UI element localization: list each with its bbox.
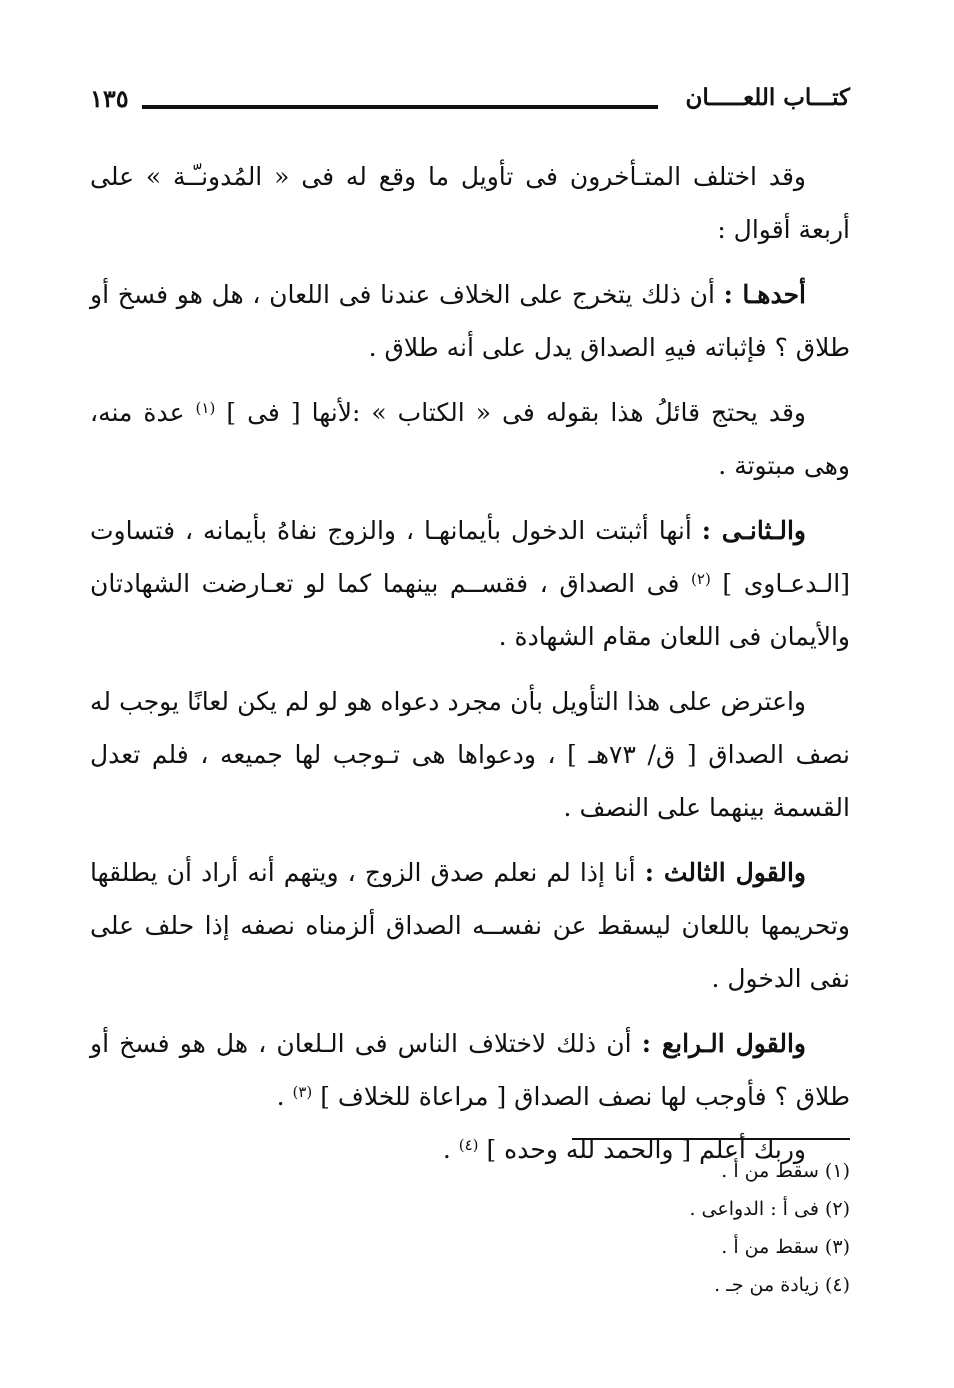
paragraph-text: أنا إذا لم نعلم صدق الزوج ، ويتهم أنه أراد أن يطلقها وتحريمها باللعان ليسقط عن نفســه الصداق ألزمناه نصفه إذا حلف على نفى الدخول . (90, 858, 850, 993)
paragraph-intro (90, 150, 850, 256)
paragraph-label: والقول الـرابع : (641, 1029, 806, 1058)
footnote-1: (١) سقط من أ . (721, 1160, 850, 1182)
paragraph-argument (90, 386, 850, 492)
footnotes (450, 1152, 850, 1304)
paragraph-text: وربك أعلم [ والحمد لله وحده ] (486, 1135, 806, 1164)
body-text (90, 150, 850, 1188)
paragraph-text-cont: . (442, 1135, 459, 1164)
footnote-ref-2: (٢) (691, 570, 711, 588)
page-number: ١٣٥ (90, 84, 129, 113)
paragraph-text: وقد يحتج قائلُ هذا بقوله فى « الكتاب » :لأنها [ فى ] (226, 398, 806, 427)
footnote-ref-4: (٤) (458, 1136, 479, 1154)
paragraph-first-opinion (90, 268, 850, 374)
footnote-ref-1: (١) (195, 399, 216, 417)
paragraph-text-cont: . (276, 1082, 293, 1111)
running-header (90, 84, 850, 124)
footnote-3: (٣) سقط من أ . (721, 1236, 850, 1258)
paragraph-text: أن ذلك يتخرج على الخلاف عندنا فى اللعان ، هل هو فسخ أو طلاق ؟ فإثباته فيهِ الصداق يدل على أنه طلاق . (90, 280, 850, 362)
chapter-title: كتـــاب اللعـــــان (685, 84, 850, 111)
paragraph-text: أن ذلك لاختلاف الناس فى الـلعان ، هل هو فسخ أو طلاق ؟ فأوجب لها نصف الصداق [ مراعاة للخلاف ] (90, 1029, 850, 1111)
footnote-ref-3: (٣) (292, 1083, 313, 1101)
paragraph-fourth-opinion (90, 1017, 850, 1123)
paragraph-objection (90, 675, 850, 834)
paragraph-text-cont: عدة منه، وهى مبتوتة . (90, 398, 850, 480)
paragraph-text: أنها أثبتت الدخول بأيمانهـا ، والزوج نفاهُ بأيمانه ، فتساوت [الـدعـاوى ] (90, 516, 850, 598)
footnote-2: (٢) فى أ : الدواعى . (689, 1198, 850, 1220)
paragraph-label: والـثانـى : (701, 516, 806, 545)
paragraph-label: والقول الثالث : (644, 858, 806, 887)
paragraph-text-cont: فى الصداق ، فقســم بينهما كما لو تعـارضت الشهادتان والأيمان فى اللعان مقام الشهادة . (90, 569, 850, 651)
footnote-separator (572, 1138, 850, 1140)
header-rule (142, 105, 658, 109)
paragraph-text: وقد اختلف المتـأخرون فى تأويل ما وقع له فى « المُدونـّـة » على أربعة أقوال : (90, 162, 850, 244)
paragraph-second-opinion (90, 504, 850, 663)
paragraph-label: أحدهـا : (723, 280, 806, 309)
paragraph-third-opinion (90, 846, 850, 1005)
paragraph-text: واعترض على هذا التأويل بأن مجرد دعواه هو لو لم يكن لعانًا يوجب له نصف الصداق [ ق/ ٧٣هـ ] ، ودعواها هى تـوجب لها جميعه ، فلم تعدل القسمة بينهما على النصف . (90, 687, 850, 822)
footnote-4: (٤) زيادة من جـ . (714, 1274, 850, 1296)
